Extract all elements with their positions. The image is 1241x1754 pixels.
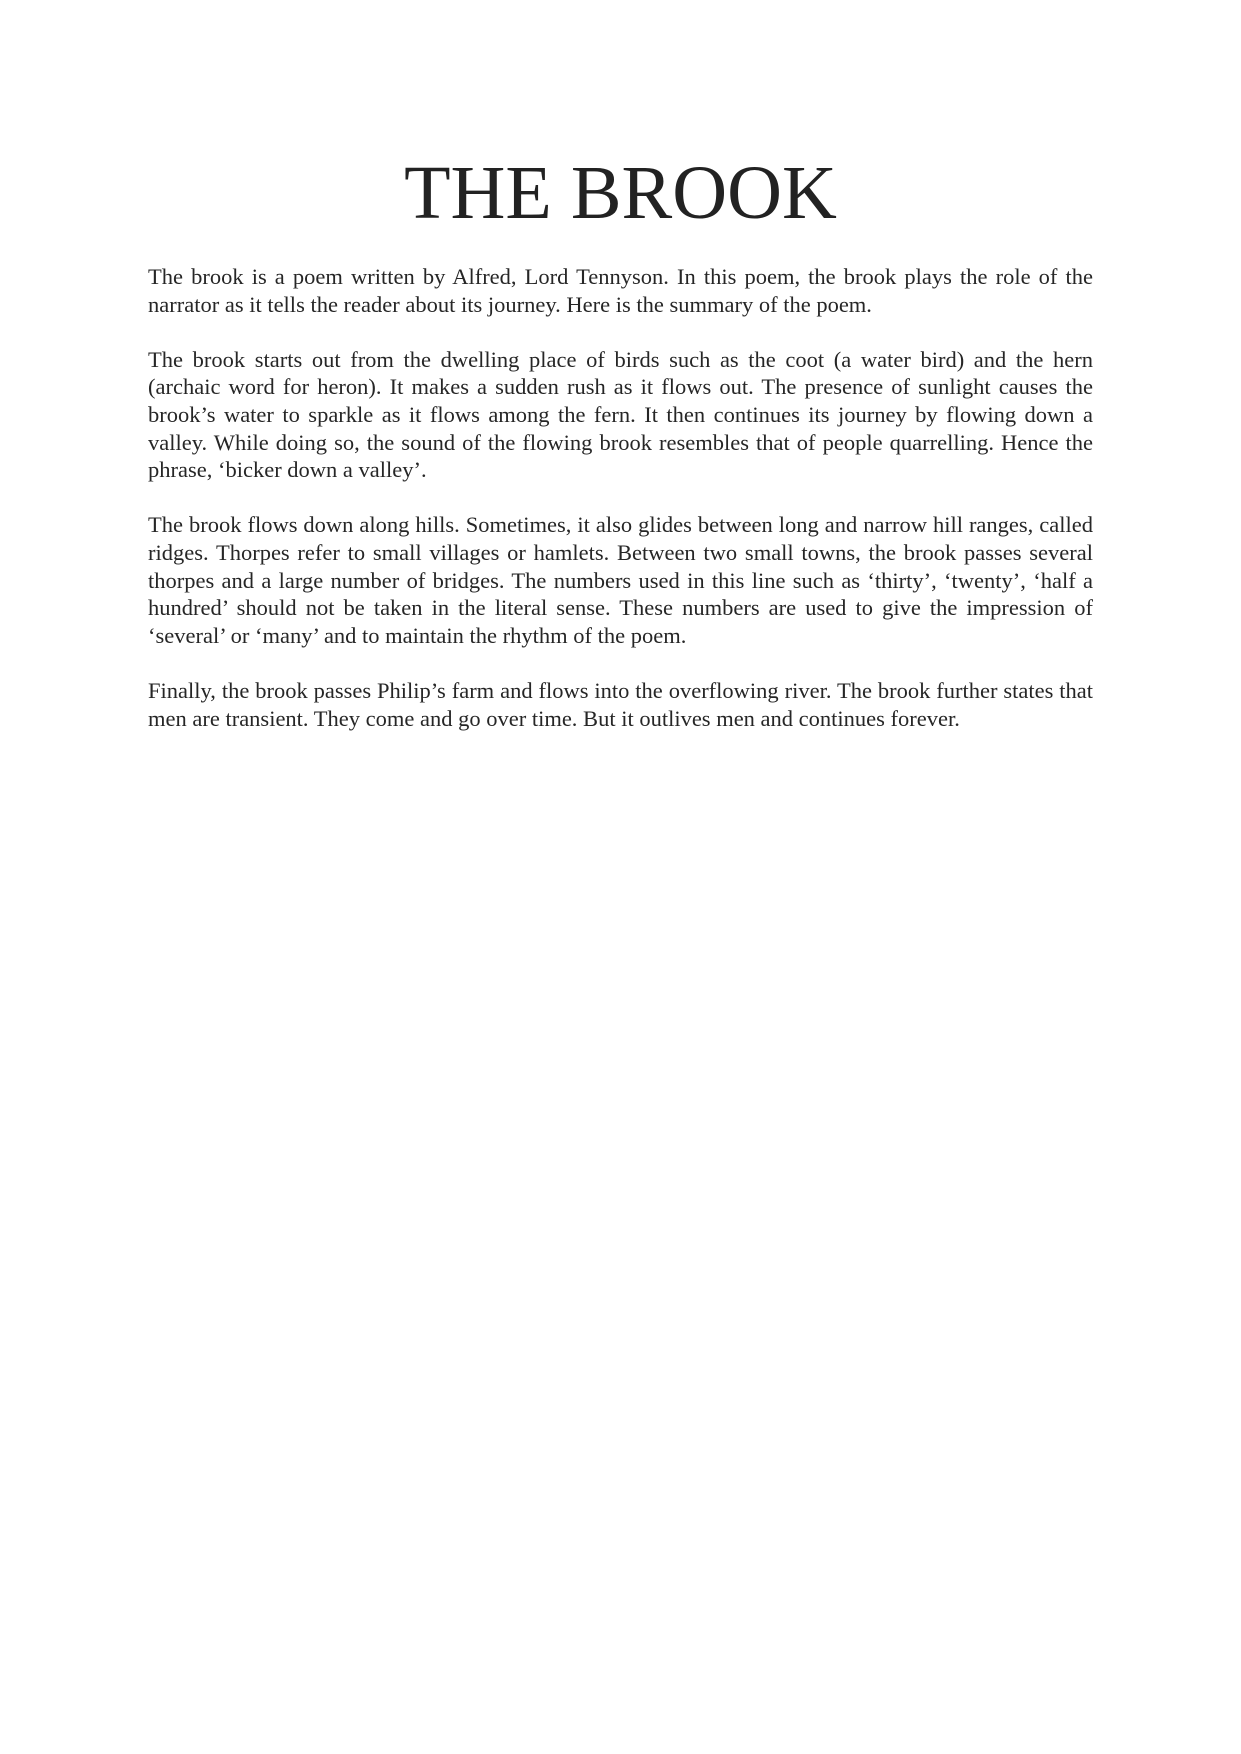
document-body bbox=[148, 263, 1093, 760]
document-title: THE BROOK bbox=[404, 151, 837, 235]
paragraph-start: The brook starts out from the dwelling place of birds such as the coot (a water bird) and the hern (archaic word for heron). It makes a sudden rush as it flows out. The presence of sunlight causes the brook’s water to sparkle as it flows among the fern. It then continues its journey by flowing down a valley. While doing so, the sound of the flowing brook resembles that of people quarrelling. Hence the phrase, ‘bicker down a valley’. bbox=[148, 346, 1093, 483]
paragraph-intro: The brook is a poem written by Alfred, Lord Tennyson. In this poem, the brook plays the role of the narrator as it tells the reader about its journey. Here is the summary of the poem. bbox=[148, 264, 1093, 317]
paragraph-hills: The brook flows down along hills. Sometimes, it also glides between long and narrow hill ranges, called ridges. Thorpes refer to small villages or hamlets. Between two small towns, the brook passes several thorpes and a large number of bridges. The numbers used in this line such as ‘thirty’, ‘twenty’, ‘half a hundred’ should not be taken in the literal sense. These numbers are used to give the impression of ‘several’ or ‘many’ and to maintain the rhythm of the poem. bbox=[148, 512, 1093, 648]
paragraph-finally: Finally, the brook passes Philip’s farm and flows into the overflowing river. The brook further states that men are transient. They come and go over time. But it outlives men and continues forever. bbox=[148, 677, 1093, 731]
